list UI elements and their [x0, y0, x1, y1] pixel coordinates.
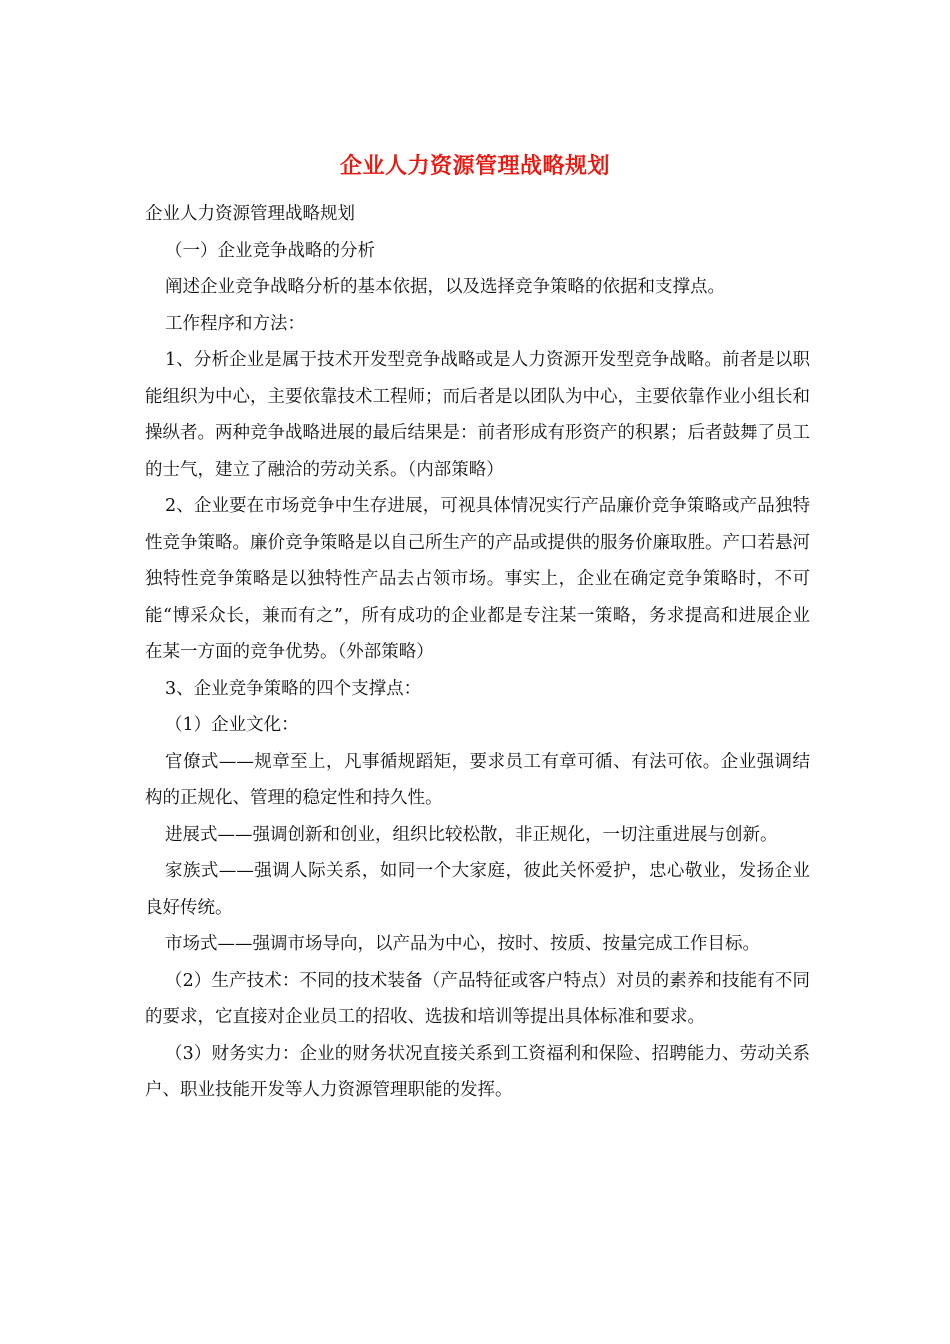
paragraph: 家族式——强调人际关系，如同一个大家庭，彼此关怀爱护，忠心敬业，发扬企业良好传统。: [145, 861, 810, 918]
paragraph: 2、企业要在市场竞争中生存进展，可视具体情况实行产品廉价竞争策略或产品独特性竞争策略。廉价竞争策略是以自己所生产的产品或提供的服务价廉取胜。产口若悬河独特性竞争策略是以独特性产品去占领市场。事实上，企业在确定竞争策略时，不可能“博采众长，兼而有之”，所有成功的企业都是专注某一策略，务求提高和进展企业在某一方面的竞争优势。（外部策略）: [145, 496, 810, 662]
paragraph: 工作程序和方法：: [165, 313, 305, 334]
paragraph: （1）企业文化：: [165, 715, 299, 735]
paragraph: 3、企业竞争策略的四个支撑点：: [165, 678, 422, 699]
paragraph: （2）生产技术：不同的技术装备（产品特征或客户特点）对员的素养和技能有不同的要求，它直接对企业员工的招收、选拔和培训等提出具体标准和要求。: [145, 970, 810, 1027]
paragraph: 官僚式——规章至上，凡事循规蹈矩，要求员工有章可循、有法可依。企业强调结构的正规化、管理的稳定性和持久性。: [145, 751, 810, 808]
paragraph: 阐述企业竞争战略分析的基本依据，以及选择竞争策略的依据和支撑点。: [165, 277, 725, 297]
document-body: [145, 196, 810, 1109]
paragraph: （3）财务实力：企业的财务状况直接关系到工资福利和保险、招聘能力、劳动关系户、职业技能开发等人力资源管理职能的发挥。: [145, 1043, 810, 1100]
paragraph-section-heading: （一）企业竞争战略的分析: [165, 240, 375, 261]
paragraph-subtitle: 企业人力资源管理战略规划: [145, 204, 355, 224]
document-title: 企业人力资源管理战略规划: [339, 153, 610, 179]
paragraph: 进展式——强调创新和创业，组织比较松散，非正规化，一切注重进展与创新。: [165, 824, 778, 845]
paragraph: 1、分析企业是属于技术开发型竞争战略或是人力资源开发型竞争战略。前者是以职能组织为中心，主要依靠技术工程师；而后者是以团队为中心，主要依靠作业小组长和操纵者。两种竞争战略进展的最后结果是：前者形成有形资产的积累；后者鼓舞了员工的士气，建立了融洽的劳动关系。（内部策略）: [145, 350, 810, 480]
paragraph: 市场式——强调市场导向，以产品为中心，按时、按质、按量完成工作目标。: [165, 934, 760, 954]
